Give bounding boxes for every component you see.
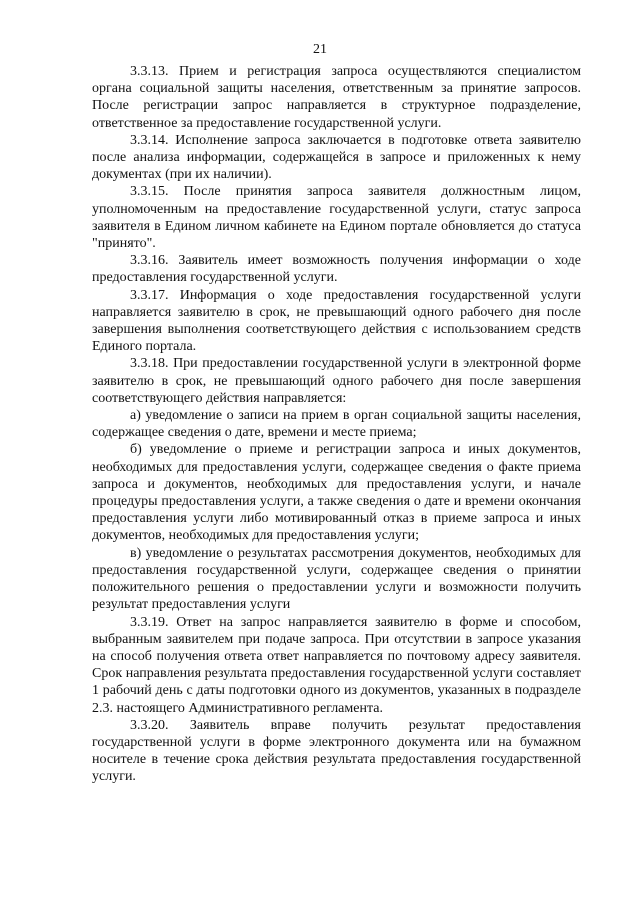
paragraph-3-3-15: 3.3.15. После принятия запроса заявителя должностным лицом, уполномоченным на предоставление государственной услуги, статус запроса заявителя в Едином личном кабинете на Едином портале обновляется до статуса "принято".	[92, 184, 581, 252]
paragraph-3-3-16: 3.3.16. Заявитель имеет возможность получения информации о ходе предоставления государственной услуги.	[92, 253, 581, 286]
paragraph-3-3-18: 3.3.18. При предоставлении государственной услуги в электронной форме заявителю в срок, не превышающий одного рабочего дня после завершения соответствующего действия направляется:	[92, 356, 581, 406]
list-item-b: б) уведомление о приеме и регистрации запроса и иных документов, необходимых для предоставления услуги, содержащее сведения о факте приема запроса и документов, необходимых для предоставления услуги, и начале процедуры предоставления услуги, а также сведения о дате и времени окончания предоставления услуги либо мотивированный отказ в приеме запроса и иных документов, необходимых для предоставления услуги;	[92, 442, 581, 544]
paragraph-3-3-14: 3.3.14. Исполнение запроса заключается в подготовке ответа заявителю после анализа информации, содержащейся в запросе и приложенных к нему документах (при их наличии).	[92, 132, 581, 183]
list-item-a: а) уведомление о записи на прием в орган социальной защиты населения, содержащее сведения о дате, времени и месте приема;	[92, 408, 581, 441]
paragraph-3-3-19: 3.3.19. Ответ на запрос направляется заявителю в форме и способом, выбранным заявителем при подаче запроса. При отсутствии в запросе указания на способ получения ответа ответ направляется по почтовому адресу заявителя. Срок направления результата предоставления государственной услуги составляет 1 рабочий день с даты подготовки одного из документов, указанных в подразделе 2.3. настоящего Административного регламента.	[92, 614, 581, 716]
paragraph-3-3-20: 3.3.20. Заявитель вправе получить результат предоставления государственной услуги в форме электронного документа или на бумажном носителе в течение срока действия результата предоставления государственной услуги.	[92, 717, 581, 785]
page-number: 21	[313, 42, 327, 57]
document-body	[92, 63, 581, 786]
list-item-v: в) уведомление о результатах рассмотрения документов, необходимых для предоставления государственной услуги, содержащее сведения о принятии положительного решения о предоставлении услуги и возможности получить результат предоставления услуги	[92, 545, 581, 613]
paragraph-3-3-13: 3.3.13. Прием и регистрация запроса осуществляются специалистом органа социальной защиты населения, ответственным за принятие запросов. После регистрации запрос направляется в структурное подразделение, ответственное за предоставление государственной услуги.	[92, 64, 581, 131]
paragraph-3-3-17: 3.3.17. Информация о ходе предоставления государственной услуги направляется заявителю в срок, не превышающий одного рабочего дня после завершения выполнения соответствующего действия с использованием средств Единого портала.	[92, 287, 581, 355]
